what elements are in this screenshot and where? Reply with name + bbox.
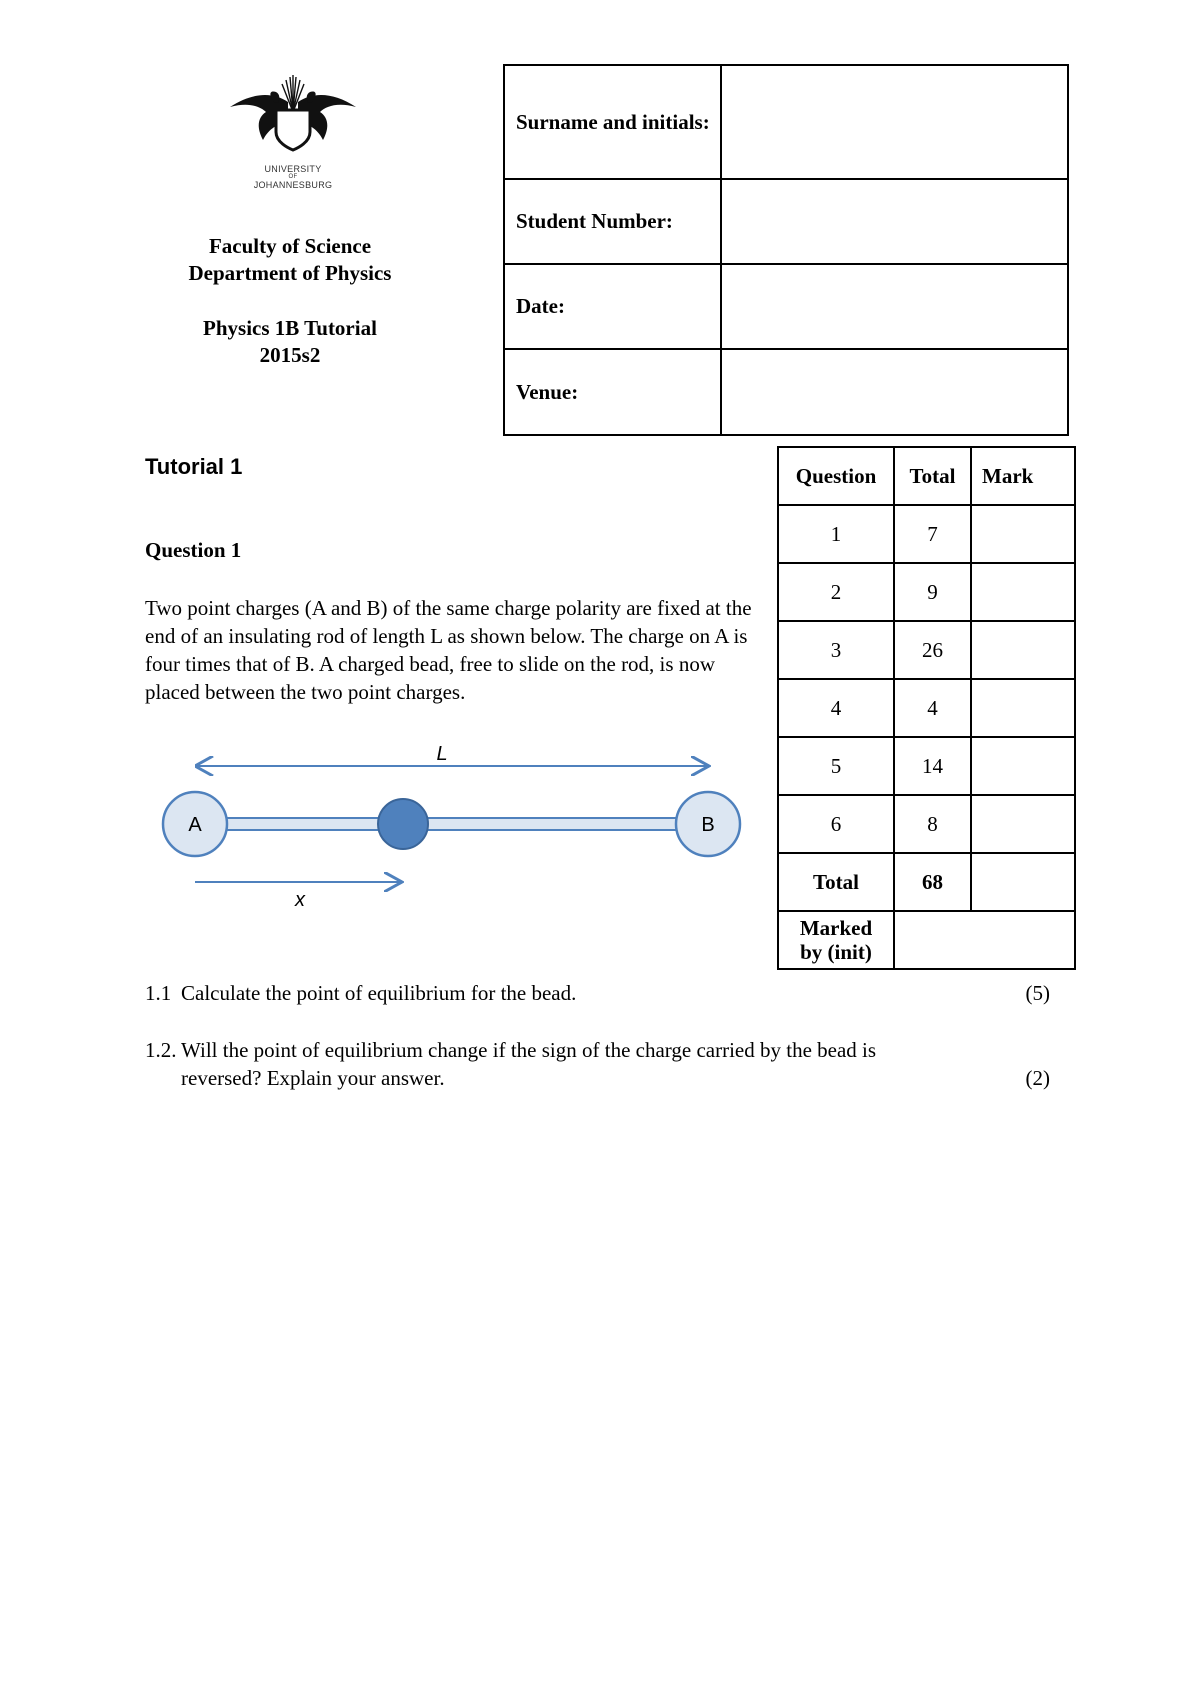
total-value: 68 [894,853,971,911]
mark-cell[interactable] [971,621,1075,679]
surname-field[interactable] [721,65,1068,179]
question-total: 14 [894,737,971,795]
charge-a-label: A [188,814,202,836]
marked-by-field[interactable] [894,911,1075,969]
col-header-total: Total [894,447,971,505]
table-row [778,563,1075,621]
charge-rod-diagram [155,740,755,910]
distance-label: x [295,889,305,910]
logo-text-line1: UNIVERSITY [264,164,322,174]
col-header-mark: Mark [971,447,1075,505]
faculty-label: Faculty of Science [208,234,372,258]
table-row [778,737,1075,795]
table-row [778,505,1075,563]
question-total: 4 [894,679,971,737]
logo-text-line2: OF [288,174,298,180]
question-number: 6 [778,795,894,853]
student-info-table [503,64,1069,436]
question-number: 2 [778,563,894,621]
subquestion-1-2-text-line2: reversed? Explain your answer. [181,1066,445,1090]
question-number: 3 [778,621,894,679]
subquestion-1-1-number: 1.1 [145,981,172,1005]
tutorial-title: Tutorial 1 [145,454,243,479]
marks-table [777,446,1076,970]
marked-by-line2: by (init) [800,940,872,964]
logo-text-line3: JOHANNESBURG [253,180,333,190]
course-label: Physics 1B Tutorial [203,316,377,340]
question-total: 8 [894,795,971,853]
question-text: Two point charges (A and B) of the same charge polarity are fixed at the end of an insulating rod of length L as shown below. The charge on A is four times that of B. A charged bead, free to slide on the rod, is now placed between the two point charges. [145,596,752,704]
length-label: L [436,743,448,765]
subquestion-1-2-text-line1: Will the point of equilibrium change if the sign of the charge carried by the bead is [181,1038,877,1062]
university-logo [218,72,368,192]
venue-field[interactable] [721,349,1068,435]
bird-emblem-icon [218,72,368,162]
total-label: Total [778,853,894,911]
department-label: Department of Physics [188,261,392,285]
mark-cell[interactable] [971,795,1075,853]
mark-cell[interactable] [971,737,1075,795]
subquestion-1-2-mark: (2) [1025,1066,1050,1090]
marked-by-row [778,911,1075,969]
table-row [778,795,1075,853]
col-header-question: Question [778,447,894,505]
question-total: 9 [894,563,971,621]
charged-bead [378,799,428,849]
table-row [778,679,1075,737]
mark-cell[interactable] [971,563,1075,621]
question-total: 26 [894,621,971,679]
total-mark-cell[interactable] [971,853,1075,911]
marked-by-line1: Marked [799,916,873,940]
student-number-label: Student Number: [504,179,721,264]
question-title: Question 1 [145,538,242,562]
venue-label: Venue: [504,349,721,435]
marked-by-label [778,911,894,969]
table-row [778,621,1075,679]
date-field[interactable] [721,264,1068,349]
question-number: 4 [778,679,894,737]
question-number: 1 [778,505,894,563]
term-label: 2015s2 [259,343,321,367]
surname-label: Surname and initials: [504,65,721,179]
subquestion-1-1-text: Calculate the point of equilibrium for the bead. [181,981,577,1005]
insulating-rod [221,818,683,830]
student-number-field[interactable] [721,179,1068,264]
subquestion-1-2-number: 1.2. [145,1038,177,1062]
question-total: 7 [894,505,971,563]
date-label: Date: [504,264,721,349]
mark-cell[interactable] [971,679,1075,737]
mark-cell[interactable] [971,505,1075,563]
charge-b-label: B [701,814,715,836]
subquestion-1-1-mark: (5) [1025,981,1050,1005]
total-row [778,853,1075,911]
question-number: 5 [778,737,894,795]
